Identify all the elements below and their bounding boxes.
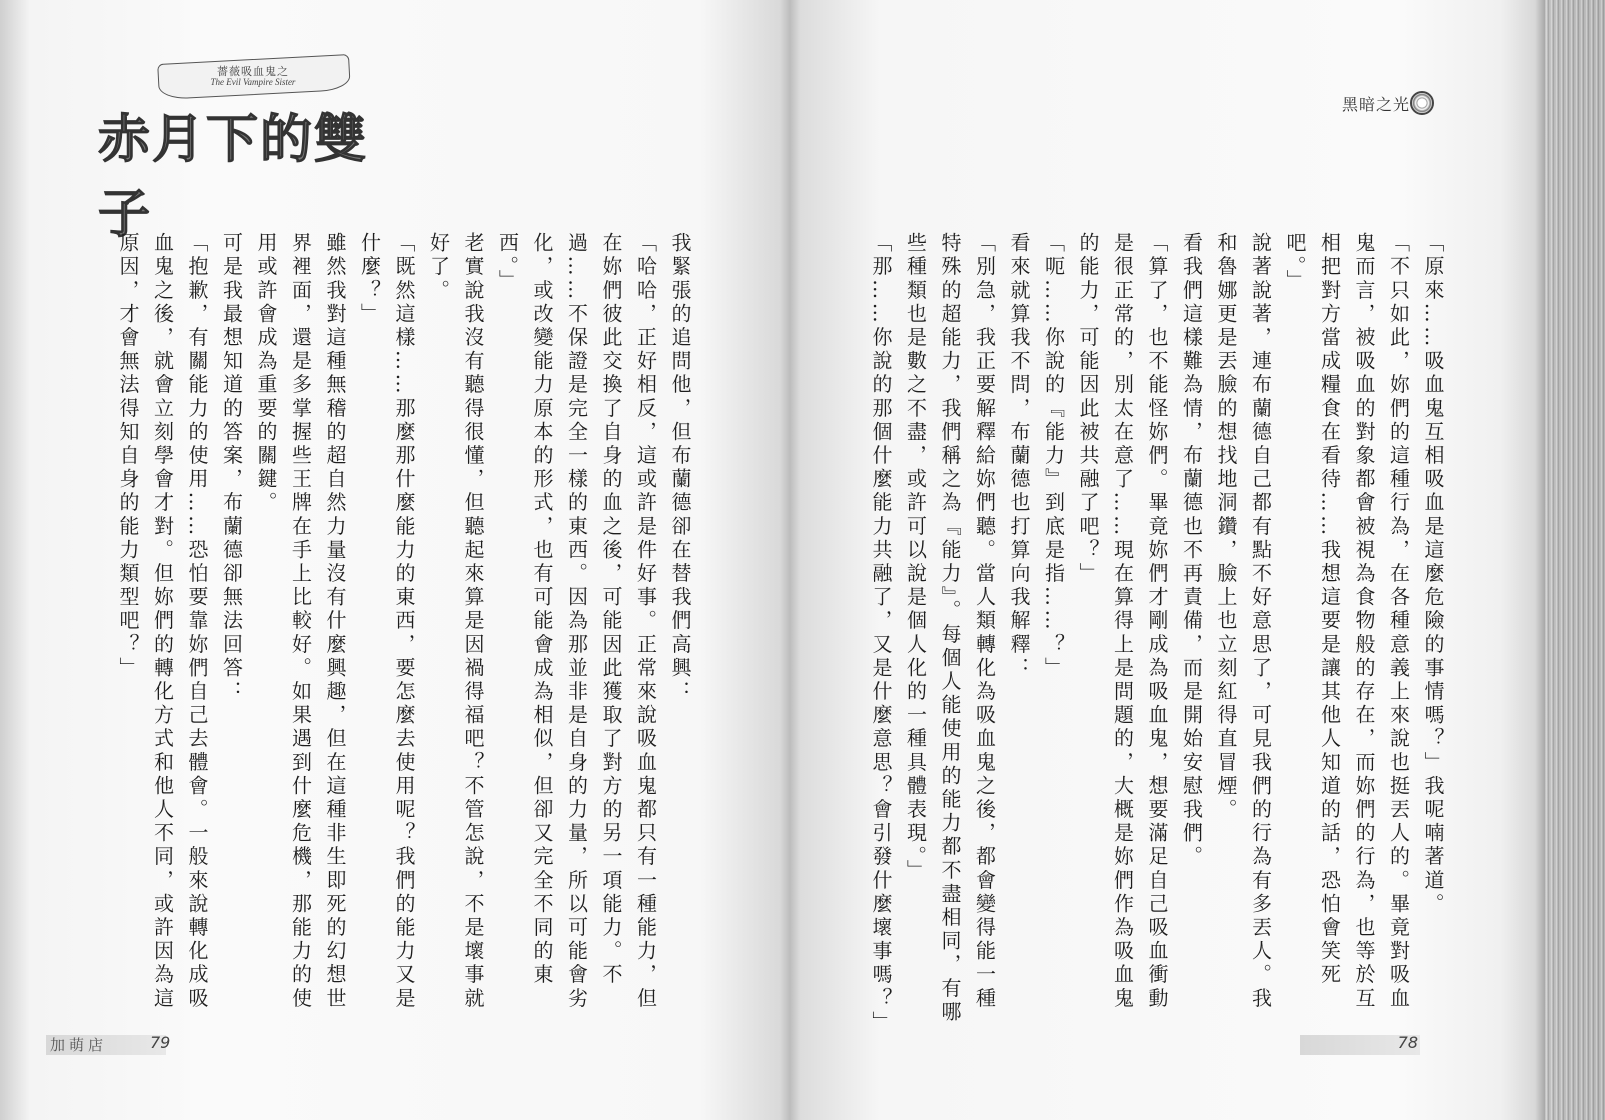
paragraph: 「既然這樣……那麼那什麼能力的東西，要怎麼去使用呢？我們的能力又是什麼？」: [357, 232, 416, 1011]
left-page-body: [116, 232, 697, 1032]
paragraph: 「呃……你說的『能力』到底是指……？」: [1041, 232, 1066, 681]
paragraph: 我緊張的追問他，但布蘭德卻在替我們高興：: [668, 232, 692, 704]
right-page-body: [869, 232, 1450, 1035]
paragraph: 雖然我對這種無稽的超自然力量沒有什麼興趣，但在這種非生即死的幻想世界裡面，還是多掌握些王牌在手上比較好。如果遇到什麼危機，那能力的使用或許會成為重要的關鍵。: [254, 232, 347, 1011]
series-subtitle-en: The Evil Vampire Sister: [210, 77, 296, 87]
book-title-logo: [98, 55, 398, 245]
page-edges: [1545, 0, 1605, 1120]
series-subtitle: 薔薇吸血鬼之: [217, 65, 289, 78]
book-title: 赤月下的雙子: [98, 109, 369, 245]
paragraph: 「那……你說的那個什麼能力共融了，又是什麼意思？會引發什麼壞事嗎？」: [869, 232, 893, 1035]
chapter-title: 黑暗之光: [1341, 95, 1410, 114]
page-number: 78: [1397, 1033, 1418, 1052]
paragraph: 說著說著，連布蘭德自己都有點不好意思了，可見我們的行為有多丟人。我和魯娜更是丟臉的想找地洞鑽，臉上也立刻紅得直冒煙。: [1214, 232, 1273, 1011]
paragraph: 「算了，也不能怪妳們。畢竟妳們才剛成為吸血鬼，想要滿足自己吸血衝動是很正常的，別太在意了……現在算得上是問題的，大概是妳們作為吸血鬼的能力，可能因此被共融了吧？」: [1076, 232, 1169, 1011]
paragraph: 「抱歉，有關能力的使用……恐怕要靠妳們自己去體會。一般來說轉化成吸血鬼之後，就會立刻學會才對。但妳們的轉化方式和他人不同，或許因為這原因，才會無法得知自身的能力類型吧？」: [116, 232, 209, 1011]
left-page: [30, 0, 770, 1120]
page-number: 79: [150, 1033, 171, 1052]
right-page: [800, 0, 1530, 1120]
paragraph: 看我們這樣難為情，布蘭德也不再責備，而是開始安慰我們。: [1179, 232, 1204, 870]
footer-label: 加萌店: [50, 1036, 108, 1054]
paragraph: 「原來……吸血鬼互相吸血是這麼危險的事情嗎？」我呢喃著道。: [1421, 232, 1445, 917]
paragraph: 老實說我沒有聽得很懂，但聽起來算是因禍得福吧？不管怎說，不是壞事就好了。: [426, 232, 485, 1011]
paragraph: 「哈哈，正好相反，這或許是件好事。正常來說吸血鬼都只有一種能力，但在妳們彼此交換了自身的血之後，可能因此獲取了對方的另一項能力。不過……不保證是完全一樣的東西。因為那並非是自身的力量，所以可能會劣化，或改變能力原本的形式，也有可能會成為相似，但卻又完全不同的東西。」: [495, 232, 658, 1011]
paragraph: 「別急，我正要解釋給妳們聽。當人類轉化為吸血鬼之後，都會變得能一種特殊的超能力，我們稱之為『能力』。每個人能使用的能力都不盡相同，有哪些種類也是數之不盡，或許可以說是個人化的一種具體表現。」: [903, 232, 997, 1025]
rose-emblem-icon: [1410, 91, 1434, 115]
paragraph: 看來就算我不問，布蘭德也打算向我解釋：: [1007, 232, 1031, 681]
paragraph: 可是我最想知道的答案，布蘭德卻無法回答：: [219, 232, 244, 704]
paragraph: 「不只如此，妳們的這種行為，在各種意義上來說也挺丟人的。畢竟對吸血鬼而言，被吸血的對象都會被視為食物般的存在，而妳們的行為，也等於互相把對方當成糧食在看待……我想這要是讓其他人知道的話，恐怕會笑死吧。」: [1283, 232, 1411, 1011]
